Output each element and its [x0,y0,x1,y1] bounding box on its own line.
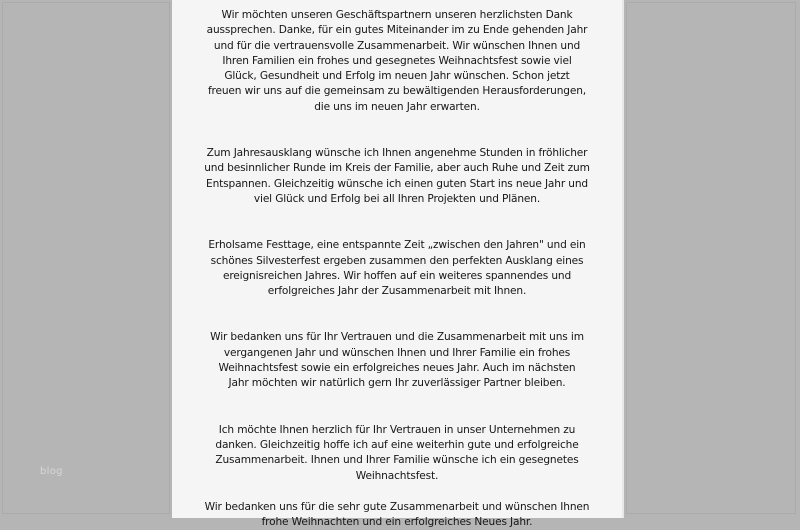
text-line: Wir bedanken uns für die sehr gute Zusammenarbeit und wünschen Ihnen [204,500,590,513]
text-line: erfolgreiches Jahr der Zusammenarbeit mit Ihnen. [267,285,527,298]
right-background-panel [626,2,796,514]
left-background-panel [2,2,170,514]
paragraph-year-end [177,146,617,207]
watermark: blog [40,466,63,477]
text-line: Wir bedanken uns für Ihr Vertrauen und die Zusammenarbeit mit uns im [210,331,584,344]
text-line: die uns im neuen Jahr erwarten. [314,100,480,113]
text-line: ereignisreichen Jahres. Wir hoffen auf ein weiteres spannendes und [222,269,572,282]
text-line: freuen wir uns auf die gemeinsam zu bewältigenden Herausforderungen, [207,85,587,98]
text-line: Entspannen. Gleichzeitig wünsche ich einen guten Start ins neue Jahr und [206,177,588,190]
paragraph-thanks-partners [177,8,617,115]
text-line: Jahr möchten wir natürlich gern Ihr zuverlässiger Partner bleiben. [228,377,566,390]
text-line: frohe Weihnachten und ein erfolgreiches Neues Jahr. [261,516,533,529]
document-page [172,0,624,529]
paragraph-company-thanks [177,423,617,484]
text-line: und für die vertrauensvolle Zusammenarbeit. Wir wünschen Ihnen und [213,39,581,52]
text-line: schönes Silvesterfest ergeben zusammen den perfekten Ausklang eines [210,254,584,267]
paragraph-holidays [177,238,617,299]
text-line: viel Glück und Erfolg bei all Ihren Projekten und Plänen. [253,192,541,205]
text-line: Erholsame Festtage, eine entspannte Zeit „zwischen den Jahren" und ein [208,239,586,252]
text-line: Ich möchte Ihnen herzlich für Ihr Vertrauen in unser Unternehmen zu [218,423,576,436]
text-line: und besinnlicher Runde im Kreis der Familie, aber auch Ruhe und Zeit zum [204,162,590,175]
paragraph-trust [177,330,617,391]
text-line: Zum Jahresausklang wünsche ich Ihnen angenehme Stunden in fröhlicher [206,147,588,160]
text-line: danken. Gleichzeitig hoffe ich auf eine weiterhin gute und erfolgreiche [215,438,579,451]
text-line: Weihnachtsfest sowie ein erfolgreiches neues Jahr. Auch im nächsten [218,362,576,375]
text-line: Wir möchten unseren Geschäftspartnern unseren herzlichsten Dank [221,9,573,21]
text-line: Ihren Familien ein frohes und gesegnetes Weihnachtsfest sowie viel [222,54,572,67]
text-line: aussprechen. Danke, für ein gutes Miteinander im zu Ende gehenden Jahr [206,24,588,37]
text-line: Glück, Gesundheit und Erfolg im neuen Jahr wünschen. Schon jetzt [224,70,570,83]
text-line: vergangenen Jahr und wünschen Ihnen und Ihrer Familie ein frohes [223,346,571,359]
text-line: Weihnachtsfest. [355,469,439,482]
paragraph-closing [177,500,617,530]
text-line: Zusammenarbeit. Ihnen und Ihrer Familie wünsche ich ein gesegnetes [215,454,579,467]
